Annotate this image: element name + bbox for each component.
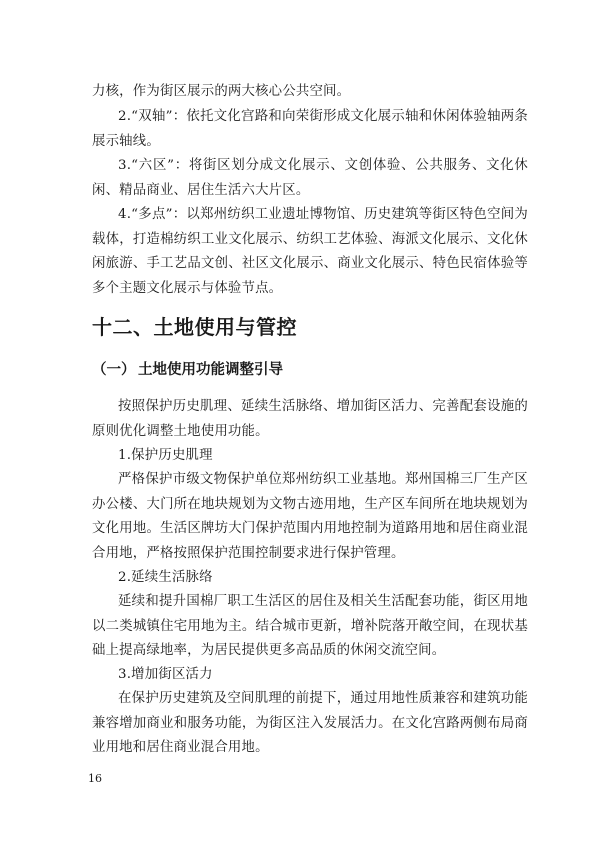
section-title: 十二、土地使用与管控 bbox=[92, 315, 297, 339]
subsection-title: 土地使用功能调整引导 bbox=[138, 362, 283, 378]
subsection-number: （一） bbox=[92, 362, 136, 378]
paragraph-multiple-points: 4.“多点”：以郑州纺织工业遗址博物馆、历史建筑等街区特色空间为载体，打造棉纺织工业文化展示、纺织工艺体验、海派文化展示、文化休闲旅游、手工艺品文创、社区文化展示、商业文化展示、特色民宿体验等多个主题文化展示与体验节点。 bbox=[92, 207, 528, 296]
item-heading-continue-life: 2.延续生活脉络 bbox=[118, 570, 213, 585]
paragraph-continuation: 力核，作为街区展示的两大核心公共空间。 bbox=[92, 84, 351, 99]
paragraph-protect-texture: 严格保护市级文物保护单位郑州纺织工业基地。郑州国棉三厂生产区办公楼、大门所在地块规划为文物古迹用地，生产区车间所在地块规划为文化用地。生活区牌坊大门保护范围内用地控制为道路用地和居住商业混合用地，严格按照保护范围控制要求进行保护管理。 bbox=[92, 472, 528, 561]
paragraph-increase-vitality: 在保护历史建筑及空间肌理的前提下，通过用地性质兼容和建筑功能兼容增加商业和服务功能，为街区注入发展活力。在文化宫路两侧布局商业用地和居住商业混合用地。 bbox=[92, 691, 528, 755]
paragraph-six-zones: 3.“六区”：将街区划分成文化展示、文创体验、公共服务、文化休闲、精品商业、居住生活六大片区。 bbox=[92, 158, 528, 198]
item-heading-protect-texture: 1.保护历史肌理 bbox=[118, 448, 213, 463]
item-heading-increase-vitality: 3.增加街区活力 bbox=[118, 667, 213, 682]
paragraph-intro: 按照保护历史肌理、延续生活脉络、增加街区活力、完善配套设施的原则优化调整土地使用功能。 bbox=[92, 399, 528, 439]
paragraph-two-axes: 2.“双轴”：依托文化宫路和向荣街形成文化展示轴和休闲体验轴两条展示轴线。 bbox=[92, 109, 528, 149]
page-number: 16 bbox=[88, 772, 102, 785]
paragraph-continue-life: 延续和提升国棉厂职工生活区的居住及相关生活配套功能，街区用地以二类城镇住宅用地为主。结合城市更新，增补院落开敞空间，在现状基础上提高绿地率，为居民提供更多高品质的休闲交流空间。 bbox=[92, 594, 528, 658]
subsection-heading bbox=[92, 358, 283, 379]
